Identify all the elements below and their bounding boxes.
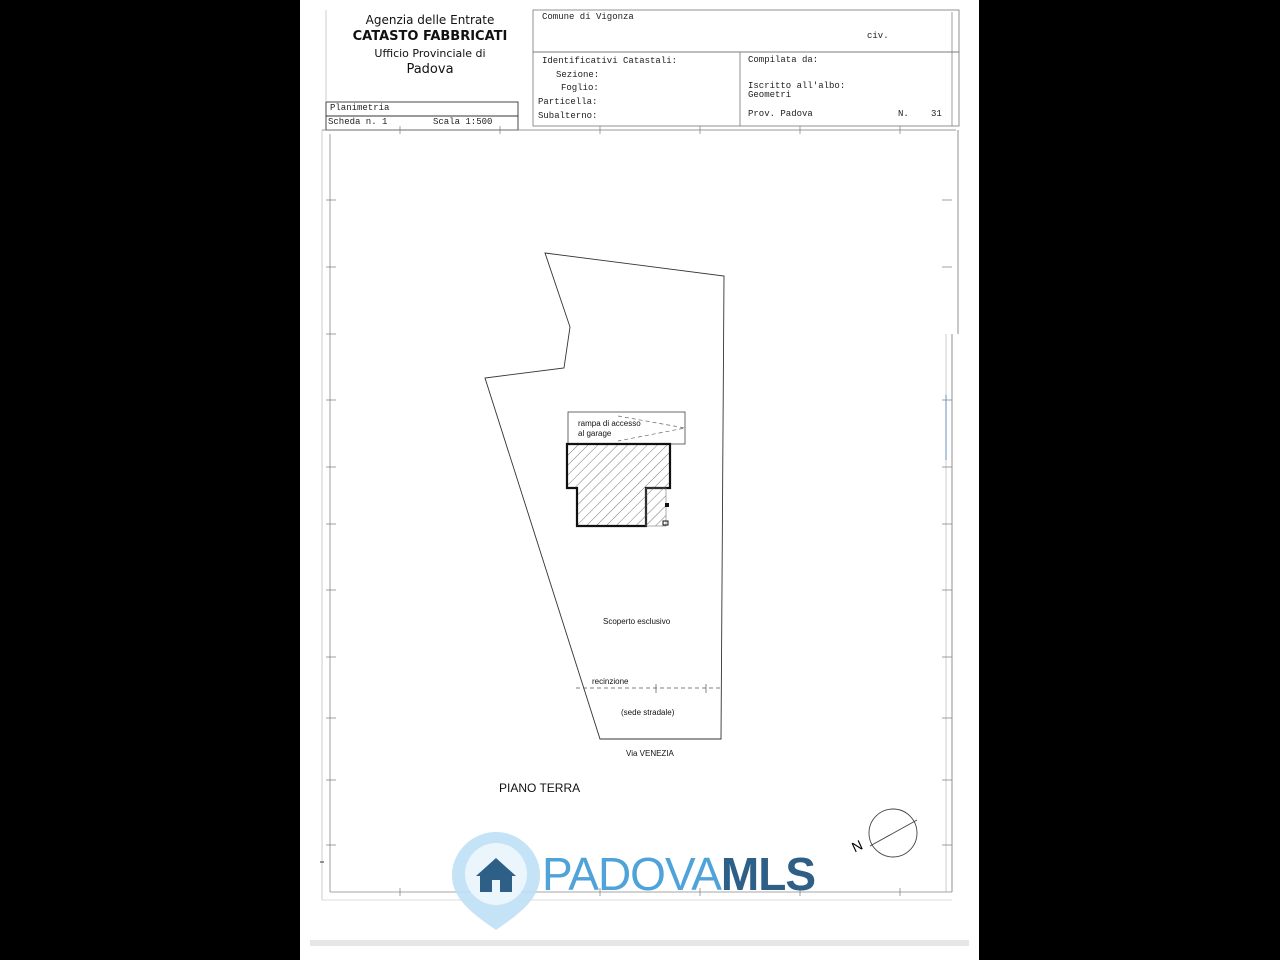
numero-value: 31 xyxy=(931,109,942,119)
scoperto-label: Scoperto esclusivo xyxy=(603,617,671,626)
ufficio-label: Ufficio Provinciale di xyxy=(374,47,486,60)
subalterno-label: Subalterno: xyxy=(538,111,598,121)
scala-label: Scala 1:500 xyxy=(433,117,493,127)
identificativi-label: Identificativi Catastali: xyxy=(542,56,678,66)
floor-label: PIANO TERRA xyxy=(499,781,581,795)
plan-drawing xyxy=(300,0,979,960)
civ-label: civ. xyxy=(867,31,889,41)
street-label: Via VENEZIA xyxy=(626,749,674,758)
comune-label: Comune di Vigonza xyxy=(542,12,634,22)
recinzione-label: recinzione xyxy=(592,677,629,686)
catasto-title: CATASTO FABBRICATI xyxy=(352,29,508,44)
agency-block xyxy=(330,12,530,79)
watermark-part1: PADOVA xyxy=(542,848,721,900)
particella-label: Particella: xyxy=(538,97,598,107)
numero-label: N. xyxy=(898,109,909,119)
watermark-logo-text xyxy=(542,846,815,902)
cadastral-page xyxy=(300,0,979,960)
sezione-label: Sezione: xyxy=(556,70,600,80)
north-label: N xyxy=(849,836,866,856)
page-bottom-shadow xyxy=(310,940,969,946)
map-pin-house-icon xyxy=(448,828,544,934)
ramp-label-line2: al garage xyxy=(578,429,612,438)
compilata-label: Compilata da: xyxy=(748,55,819,65)
geometri-label: Geometri xyxy=(748,90,792,100)
agency-name: Agenzia delle Entrate xyxy=(365,13,495,27)
ramp-label-line1: rampa di accesso xyxy=(578,419,641,428)
foglio-label: Foglio: xyxy=(561,83,599,93)
prov-label: Prov. Padova xyxy=(748,109,813,119)
province-name: Padova xyxy=(406,62,454,77)
planimetria-label: Planimetria xyxy=(330,103,390,113)
iscritto-label: Iscritto all'albo: xyxy=(748,81,846,91)
sede-stradale-label: (sede stradale) xyxy=(621,708,675,717)
watermark-part2: MLS xyxy=(720,848,816,900)
scheda-label: Scheda n. 1 xyxy=(328,117,388,127)
